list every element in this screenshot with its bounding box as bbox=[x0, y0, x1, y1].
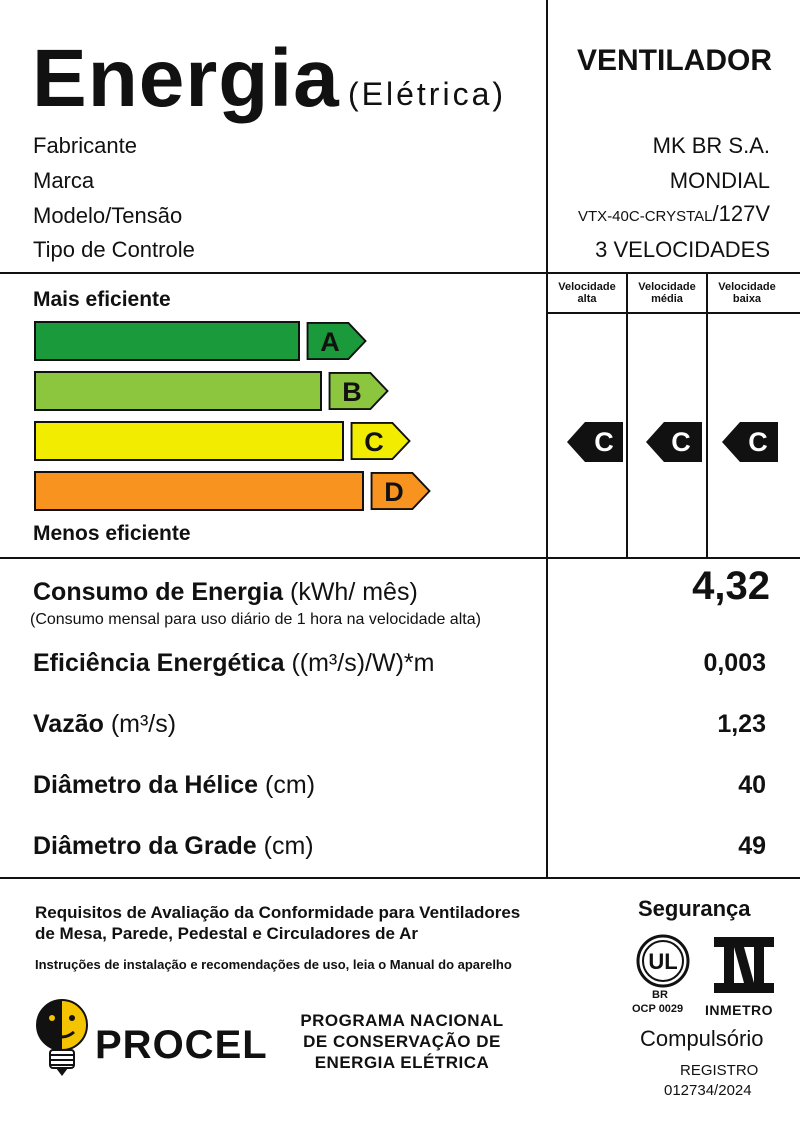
model-label: Modelo/Tensão bbox=[33, 203, 183, 228]
scale-bar-d bbox=[34, 471, 364, 511]
divider-col-head bbox=[546, 312, 800, 314]
speed-high-header: Velocidade alta bbox=[558, 281, 616, 305]
inmetro-logo-icon bbox=[712, 935, 776, 995]
control-value: 3 VELOCIDADES bbox=[595, 237, 770, 262]
inmetro-label: INMETRO bbox=[705, 1002, 774, 1018]
scale-letter-c: C bbox=[364, 427, 384, 457]
registro-number: 012734/2024 bbox=[664, 1082, 752, 1099]
manufacturer-label: Fabricante bbox=[33, 133, 137, 158]
class-letter-high: C bbox=[594, 427, 614, 457]
registro-label: REGISTRO bbox=[680, 1062, 759, 1079]
ul-country: BR bbox=[652, 989, 668, 1001]
scale-letter-d: D bbox=[384, 477, 404, 507]
consumption-label: Consumo de Energia (kWh/ mês) bbox=[33, 578, 418, 606]
consumption-note: (Consumo mensal para uso diário de 1 hora na velocidade alta) bbox=[30, 611, 481, 628]
class-letter-low: C bbox=[748, 427, 768, 457]
brand-label: Marca bbox=[33, 168, 95, 193]
ocp-code: OCP 0029 bbox=[632, 1003, 684, 1015]
scale-bar-c bbox=[34, 421, 344, 461]
grille-diameter-label: Diâmetro da Grade (cm) bbox=[33, 832, 314, 860]
requirements-text: Requisitos de Avaliação da Conformidade para Ventiladores de Mesa, Parede, Pedestal e Circuladores de Ar bbox=[35, 903, 521, 943]
class-letter-medium: C bbox=[671, 427, 691, 457]
procel-logo-text: PROCEL bbox=[95, 1023, 268, 1067]
efficiency-label: Eficiência Energética ((m³/s)/W)*m bbox=[33, 649, 435, 677]
propeller-diameter-label: Diâmetro da Hélice (cm) bbox=[33, 771, 316, 799]
propeller-diameter-value: 40 bbox=[738, 771, 766, 799]
most-efficient-label: Mais eficiente bbox=[33, 288, 171, 311]
brand-value: MONDIAL bbox=[669, 168, 770, 193]
consumption-value: 4,32 bbox=[692, 564, 770, 608]
manufacturer-value: MK BR S.A. bbox=[652, 133, 770, 158]
speed-low-header: Velocidade baixa bbox=[718, 281, 776, 305]
efficiency-value: 0,003 bbox=[703, 649, 766, 677]
procel-bulb-icon bbox=[34, 998, 90, 1080]
instructions-text: Instruções de instalação e recomendações de uso, leia o Manual do aparelho bbox=[35, 957, 512, 972]
grille-diameter-value: 49 bbox=[738, 832, 766, 860]
appliance-type: VENTILADOR bbox=[577, 44, 772, 77]
ul-text: UL bbox=[648, 949, 678, 974]
model-value bbox=[578, 203, 770, 225]
label-title: Energia bbox=[32, 33, 340, 124]
compulsory-label: Compulsório bbox=[640, 1026, 764, 1051]
label-subtitle: (Elétrica) bbox=[348, 76, 507, 112]
ul-certification-icon bbox=[636, 934, 690, 990]
control-label: Tipo de Controle bbox=[33, 237, 195, 262]
divider-info bbox=[0, 272, 800, 274]
main-divider bbox=[546, 0, 548, 878]
speed-medium-header: Velocidade média bbox=[638, 281, 696, 305]
least-efficient-label: Menos eficiente bbox=[33, 522, 191, 545]
col-divider-2 bbox=[706, 272, 708, 558]
scale-bar-a bbox=[34, 321, 300, 361]
flow-value: 1,23 bbox=[717, 710, 766, 738]
scale-bar-b bbox=[34, 371, 322, 411]
divider-scale bbox=[0, 557, 800, 559]
divider-specs bbox=[0, 877, 800, 879]
col-divider-1 bbox=[626, 272, 628, 558]
scale-letter-b: B bbox=[342, 377, 362, 407]
flow-label: Vazão (m³/s) bbox=[33, 710, 177, 738]
program-text: PROGRAMA NACIONAL DE CONSERVAÇÃO DE ENERGIA ELÉTRICA bbox=[300, 1011, 504, 1072]
security-label: Segurança bbox=[638, 896, 751, 921]
scale-letter-a: A bbox=[320, 327, 340, 357]
model-voltage: /127V bbox=[712, 201, 770, 226]
model-name: VTX-40C-CRYSTAL bbox=[578, 208, 713, 225]
